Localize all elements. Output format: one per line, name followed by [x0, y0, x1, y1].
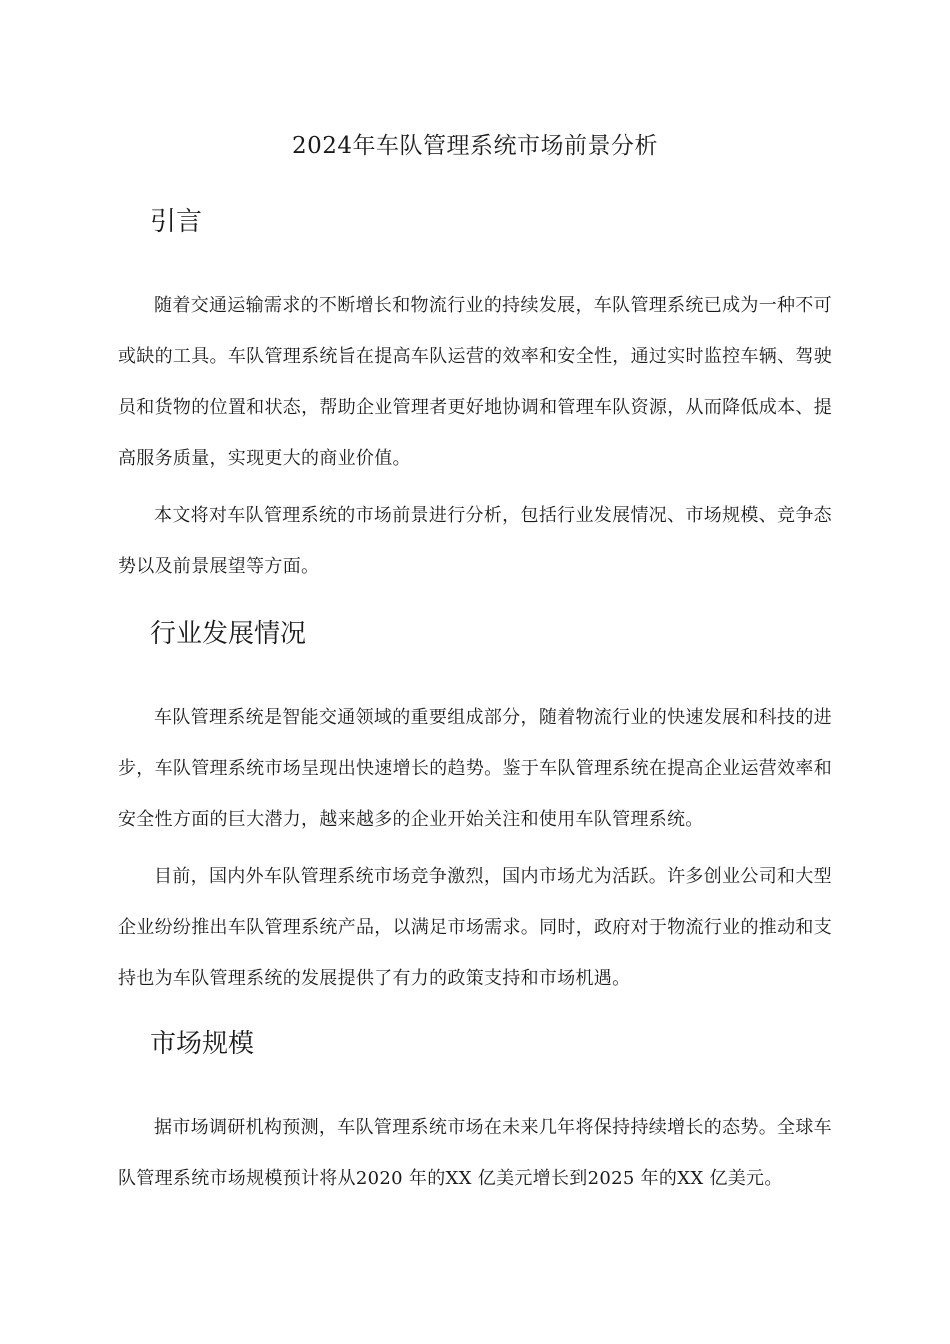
section-heading-intro: 引言	[150, 207, 203, 237]
section-heading-industry: 行业发展情况	[150, 619, 307, 649]
section-heading-market-size: 市场规模	[150, 1029, 255, 1059]
intro-paragraph-1: 随着交通运输需求的不断增长和物流行业的持续发展，车队管理系统已成为一种不可或缺的工具。车队管理系统旨在提高车队运营的效率和安全性，通过实时监控车辆、驾驶员和货物的位置和状态，帮助企业管理者更好地协调和管理车队资源，从而降低成本、提高服务质量，实现更大的商业价值。	[118, 295, 832, 469]
industry-paragraph-2: 目前，国内外车队管理系统市场竞争激烈，国内市场尤为活跃。许多创业公司和大型企业纷纷推出车队管理系统产品，以满足市场需求。同时，政府对于物流行业的推动和支持也为车队管理系统的发展提供了有力的政策支持和市场机遇。	[118, 866, 832, 989]
document-title: 2024年车队管理系统市场前景分析	[291, 133, 659, 159]
intro-paragraph-2: 本文将对车队管理系统的市场前景进行分析，包括行业发展情况、市场规模、竞争态势以及前景展望等方面。	[118, 505, 832, 577]
industry-paragraph-1: 车队管理系统是智能交通领域的重要组成部分，随着物流行业的快速发展和科技的进步，车队管理系统市场呈现出快速增长的趋势。鉴于车队管理系统在提高企业运营效率和安全性方面的巨大潜力，越来越多的企业开始关注和使用车队管理系统。	[118, 707, 832, 830]
market-size-paragraph-1: 据市场调研机构预测，车队管理系统市场在未来几年将保持持续增长的态势。全球车队管理系统市场规模预计将从2020 年的XX 亿美元增长到2025 年的XX 亿美元。	[118, 1117, 832, 1189]
